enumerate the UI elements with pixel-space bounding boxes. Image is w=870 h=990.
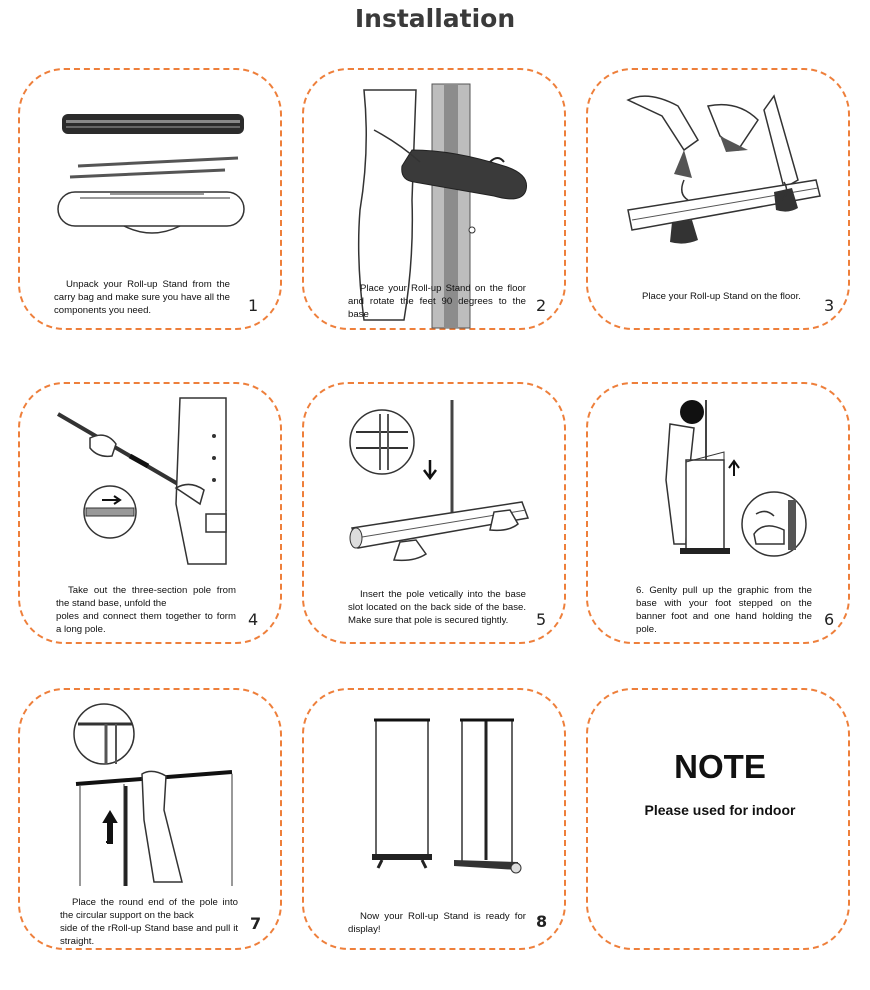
step-card-3 [586,68,850,330]
step-6-caption [636,584,812,636]
step-8-number: 8 [536,912,548,931]
step-5-text: Insert the pole vetically into the base slot located on the back side of the base. Make sure that pole is secured tightly. [348,589,526,626]
step-1-text: Unpack your Roll-up Stand from the carry bag and make sure you have all the components you need. [54,279,230,316]
step-7-caption [60,896,238,948]
note-text: Please used for indoor [644,802,796,818]
step-7-text-line-1: Place the round end of the pole into the circular support on the back [60,897,238,921]
step-4-text-line-1: Take out the three-section pole from the stand base, unfold the [56,585,236,609]
step-3-text: Place your Roll-up Stand on the floor. [642,291,801,302]
step-3-number: 3 [824,296,835,315]
step-8-text: Now your Roll-up Stand is ready for display! [348,911,526,935]
step-6-text: 6. Genlty pull up the graphic from the base with your foot stepped on the banner foot and one hand holding the pole. [636,585,812,635]
step-7-text-line-2: side of the rRoll-up Stand base and pull it straight. [60,923,238,947]
step-5-caption [348,588,526,627]
step-7-number: 7 [250,914,262,933]
step-3-caption [642,290,812,303]
step-1-number: 1 [248,296,259,315]
step-4-caption [56,584,236,636]
step-2-text: Place your Roll-up Stand on the floor and rotate the feet 90 degrees to the base [348,283,526,320]
step-card-7 [18,688,282,950]
step-2-number: 2 [536,296,547,315]
step-6-number: 6 [824,610,835,629]
step-card-8 [302,688,566,950]
step-card-6 [586,382,850,644]
step-2-caption [348,282,526,321]
step-card-2 [302,68,566,330]
step-5-number: 5 [536,610,547,629]
step-4-number: 4 [248,610,259,629]
step-card-5 [302,382,566,644]
step-8-caption [348,910,526,936]
step-1-caption [54,278,230,317]
step-card-4 [18,382,282,644]
step-card-1 [18,68,282,330]
step-4-text-line-2: poles and connect them together to form a long pole. [56,611,236,635]
note-card [586,688,850,950]
page-title: Installation [354,4,516,33]
note-title: NOTE [674,748,766,785]
